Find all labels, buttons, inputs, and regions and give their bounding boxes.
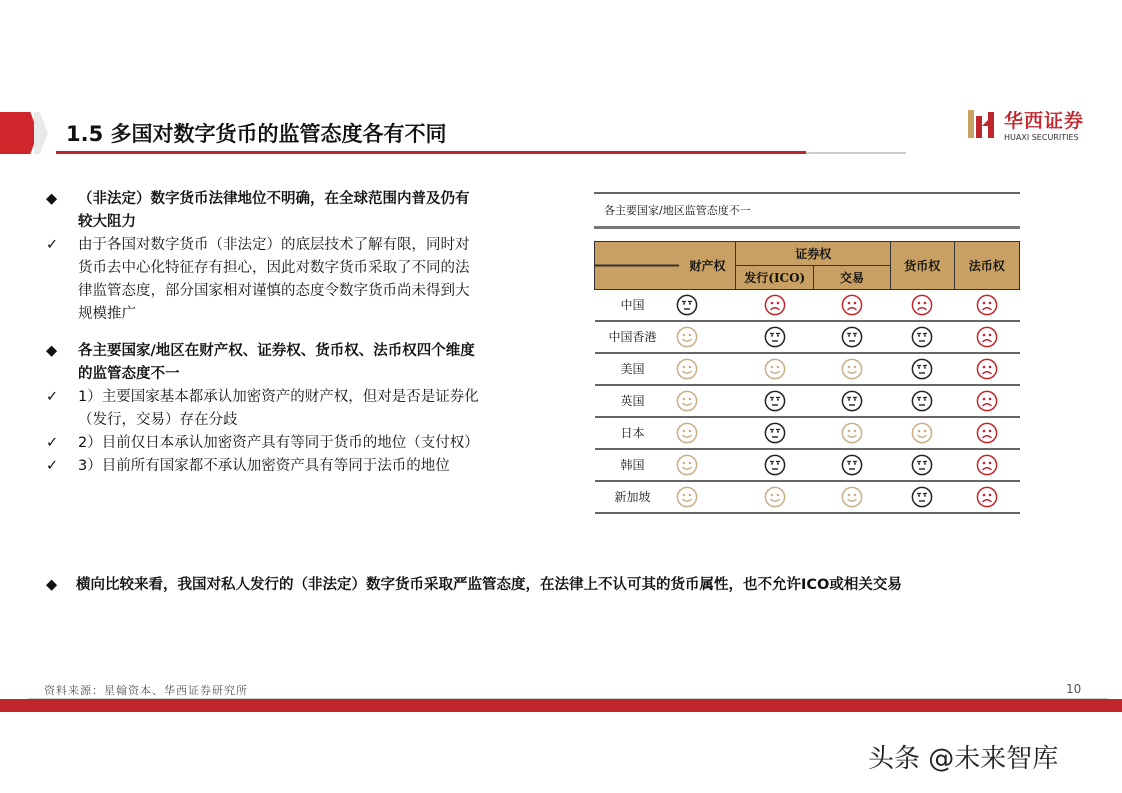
table-row — [595, 353, 1020, 385]
happy-face-icon — [841, 422, 863, 444]
regulation-table — [594, 192, 1020, 514]
header-securities: 证券权 — [736, 242, 891, 266]
bottom-bullet-marker: ◆ — [46, 577, 58, 593]
sad-face-icon — [764, 294, 786, 316]
sad-face-icon — [976, 486, 998, 508]
neutral-face-icon — [911, 486, 933, 508]
country-label: 新加坡 — [614, 489, 651, 504]
bullet-line: 规模推广 — [78, 306, 136, 322]
neutral-face-icon — [841, 454, 863, 476]
happy-face-icon — [676, 358, 698, 380]
happy-face-icon — [676, 326, 698, 348]
watermark: 头条 @未来智库 — [868, 744, 1059, 774]
neutral-face-icon — [764, 422, 786, 444]
page-number: 10 — [1066, 682, 1082, 696]
sad-face-icon — [911, 294, 933, 316]
happy-face-icon — [676, 422, 698, 444]
bottom-bullet-text: 横向比较来看，我国对私人发行的（非法定）数字货币采取严监管态度，在法律上不认可其的货币属性，也不允许ICO或相关交易 — [76, 577, 902, 593]
country-label: 美国 — [620, 361, 645, 376]
happy-face-icon — [911, 422, 933, 444]
header-property: 财产权 — [595, 242, 736, 290]
happy-face-icon — [841, 486, 863, 508]
logo-text-en: HUAXI SECURITIES — [1004, 133, 1079, 142]
check-icon: ✓ — [46, 389, 59, 405]
happy-face-icon — [841, 358, 863, 380]
table-row — [595, 417, 1020, 449]
happy-face-icon — [764, 358, 786, 380]
check-icon: ✓ — [46, 458, 59, 474]
bullet-line: 3）目前所有国家都不承认加密资产具有等同于法币的地位 — [78, 458, 450, 474]
bullet-line: 的监管态度不一 — [78, 366, 180, 382]
title-tab-shadow — [34, 112, 48, 154]
sad-face-icon — [976, 454, 998, 476]
country-label: 中国香港 — [608, 329, 657, 344]
sad-face-icon — [976, 358, 998, 380]
sad-face-icon — [976, 390, 998, 412]
country-label: 日本 — [620, 425, 645, 440]
table-row — [595, 321, 1020, 353]
table-row — [595, 449, 1020, 481]
check-icon: ✓ — [46, 237, 59, 253]
sad-face-icon — [841, 294, 863, 316]
diamond-bullet-icon: ◆ — [46, 343, 58, 359]
diamond-bullet-icon: ◆ — [46, 191, 58, 207]
country-label: 英国 — [620, 393, 645, 408]
happy-face-icon — [764, 486, 786, 508]
neutral-face-icon — [764, 390, 786, 412]
sad-face-icon — [976, 422, 998, 444]
neutral-face-icon — [841, 390, 863, 412]
happy-face-icon — [676, 454, 698, 476]
table-caption: 各主要国家/地区监管态度不一 — [594, 192, 1020, 229]
bullet-line: 各主要国家/地区在财产权、证券权、货币权、法币权四个维度 — [78, 343, 475, 359]
happy-face-icon — [676, 486, 698, 508]
table-row — [595, 290, 1020, 322]
header-issue: 发行(ICO) — [736, 266, 814, 290]
logo-mark-icon — [966, 108, 998, 140]
happy-face-icon — [676, 390, 698, 412]
table-row — [595, 385, 1020, 417]
neutral-face-icon — [676, 294, 698, 316]
bullet-line: 较大阻力 — [78, 214, 136, 230]
sad-face-icon — [976, 294, 998, 316]
bullet-line: （发行，交易）存在分歧 — [78, 412, 238, 428]
neutral-face-icon — [911, 454, 933, 476]
bullet-line: 2）目前仅日本承认加密资产具有等同于货币的地位（支付权） — [78, 435, 479, 451]
source-note: 资料来源：星翰资本、华西证券研究所 — [44, 684, 248, 697]
neutral-face-icon — [911, 390, 933, 412]
title-tab-decoration — [0, 112, 38, 154]
logo-text-cn: 华西证券 — [1004, 110, 1085, 132]
country-label: 韩国 — [620, 457, 645, 472]
country-label: 中国 — [620, 297, 645, 312]
title-underline-gray — [806, 152, 906, 154]
bullet-line: 货币去中心化特征存有担心，因此对数字货币采取了不同的法 — [78, 260, 470, 276]
table-row — [595, 481, 1020, 513]
bullet-line: 由于各国对数字货币（非法定）的底层技术了解有限，同时对 — [78, 237, 470, 253]
footer-bar — [0, 699, 1122, 712]
bullet-line: （非法定）数字货币法律地位不明确，在全球范围内普及仍有 — [78, 191, 470, 207]
neutral-face-icon — [764, 326, 786, 348]
company-logo — [966, 106, 1084, 142]
neutral-face-icon — [911, 326, 933, 348]
neutral-face-icon — [764, 454, 786, 476]
page-title: 1.5 多国对数字货币的监管态度各有不同 — [66, 122, 447, 146]
header-currency: 货币权 — [891, 242, 955, 290]
neutral-face-icon — [841, 326, 863, 348]
header-legal: 法币权 — [954, 242, 1019, 290]
check-icon: ✓ — [46, 435, 59, 451]
bullet-line: 律监管态度，部分国家相对谨慎的态度令数字货币尚未得到大 — [78, 283, 470, 299]
header-trade: 交易 — [814, 266, 891, 290]
bullet-line: 1）主要国家基本都承认加密资产的财产权，但对是否是证券化 — [78, 389, 479, 405]
title-underline — [56, 151, 806, 154]
neutral-face-icon — [911, 358, 933, 380]
sad-face-icon — [976, 326, 998, 348]
